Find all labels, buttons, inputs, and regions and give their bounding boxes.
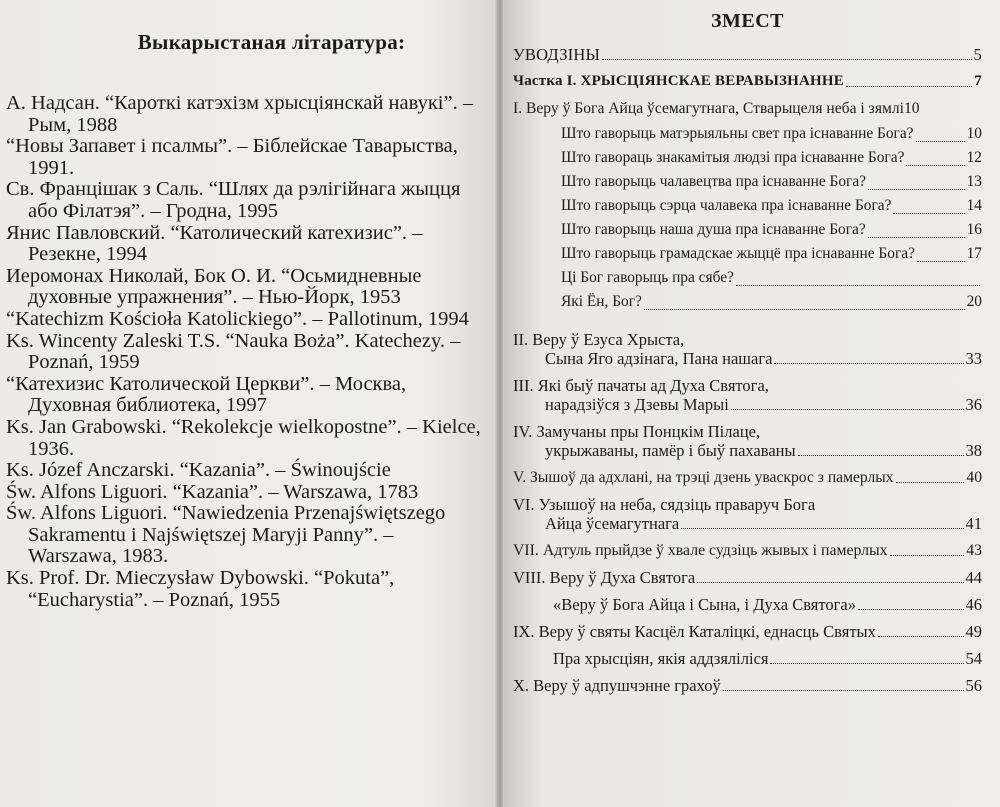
toc-entry-line: III. Які быў пачаты ад Духа Святога, — [513, 376, 769, 395]
toc-entry — [513, 495, 982, 533]
bibliography-item: Ks. Wincenty Zaleski T.S. “Nauka Boża”. Katechezy. – Poznań, 1959 — [6, 329, 461, 374]
toc-entry-text: укрыжаваны, памёр і быў пахаваны — [545, 441, 796, 460]
toc-entry-text: X. Веру ў адпушчэнне грахоў — [513, 676, 721, 695]
toc-entry-line: IV. Замучаны пры Понцкім Пілаце, — [513, 422, 761, 441]
toc-entry-page: 12 — [966, 149, 982, 166]
toc-entry — [513, 72, 982, 91]
toc-entry — [513, 676, 982, 695]
toc-entry — [561, 242, 982, 266]
toc-entry-page: 16 — [966, 221, 982, 238]
toc-entry-text: Частка І. ХРЫСЦІЯНСКАЕ ВЕРАВЫЗНАННЕ — [513, 73, 844, 89]
toc-leader — [798, 454, 964, 456]
bibliography-item: Ks. Józef Anczarski. “Kazania”. – Świnoujście — [6, 459, 391, 482]
bibliography-item: Św. Alfons Liguori. “Kazania”. – Warszawa, 1783 — [6, 480, 419, 503]
toc-leader — [644, 308, 965, 310]
toc-entry — [513, 649, 982, 668]
toc-leader — [868, 236, 965, 238]
toc-entry-page: 38 — [965, 441, 982, 460]
toc-entry-text: Ці Бог гаворыць пра сябе? — [561, 269, 734, 286]
toc-entry-text: нарадзіўся з Дзевы Марыі — [545, 395, 729, 414]
toc-leader — [602, 58, 971, 60]
bibliography-item: Św. Alfons Liguori. “Nawiedzenia Przenajświętszego Sakramentu i Najświętszej Maryji Panny”. – Warszawa, 1983. — [6, 502, 446, 568]
toc-leader — [681, 527, 963, 529]
toc-leader — [893, 212, 964, 214]
toc-entry-page: 5 — [973, 45, 982, 64]
toc-entry-page: 44 — [965, 568, 982, 587]
toc-title: ЗМЕСТ — [710, 10, 785, 32]
toc-entry-page: 46 — [965, 595, 982, 614]
toc-entry-text: Сына Яго адзінага, Пана нашага — [545, 349, 773, 368]
toc-entry — [561, 122, 982, 146]
toc-entry-page: 14 — [966, 197, 982, 214]
toc-entry-text: Што гаворыць наша душа пра існаванне Бога? — [561, 221, 866, 238]
toc-leader — [736, 284, 980, 286]
left-page — [0, 0, 497, 807]
bibliography-item: Иеромонах Николай, Бок О. И. “Осьмидневные духовные упражнения”. – Нью-Йорк, 1953 — [6, 264, 422, 309]
toc-entry-page: 17 — [966, 245, 982, 262]
bibliography-item: “Катехизис Католической Церкви”. – Москва, Духовная библиотека, 1997 — [6, 372, 407, 417]
toc-entry-text: І. Веру ў Бога Айца ўсемагутнага, Стварыцеля неба і зямлі — [513, 100, 904, 117]
toc-entry-page: 36 — [965, 395, 982, 414]
toc-entry — [513, 45, 982, 64]
toc-leader — [917, 260, 965, 262]
toc-entry-page: 10 — [903, 100, 920, 117]
toc-entry-text: VII. Адтуль прыйдзе ў хвале судзіць жывых і памерлых — [513, 542, 888, 559]
toc-entry-text: Што гаворыць сэрца чалавека пра існаванне Бога? — [561, 197, 892, 214]
bibliography-item: Св. Францішак з Саль. “Шлях да рэлігійнага жыцця або Філатэя”. – Гродна, 1995 — [6, 178, 461, 222]
toc-entry — [513, 330, 982, 368]
toc-leader — [916, 140, 965, 142]
bibliography-item: “Новы Запавет і псалмы”. – Біблейскае Таварыства, 1991. — [6, 135, 458, 179]
toc-entry — [561, 266, 982, 290]
toc-entry-page: 33 — [965, 349, 982, 368]
bibliography-item: Янис Павловский. “Католический катехизис”. – Резекне, 1994 — [6, 221, 423, 266]
toc-entry — [561, 218, 982, 242]
toc-entry — [513, 595, 982, 614]
toc-entry-page: 13 — [966, 173, 982, 190]
toc-entry — [561, 194, 982, 218]
toc-leader — [878, 635, 964, 637]
toc-entry — [513, 422, 982, 460]
toc-entry-page: 43 — [966, 542, 982, 559]
toc-entry-page: 7 — [974, 73, 982, 89]
toc-entry-text: IX. Веру ў святы Касцёл Каталіцкі, еднасць Святых — [513, 622, 876, 641]
bibliography-item: Ks. Prof. Dr. Mieczysław Dybowski. “Pokuta”, “Eucharystia”. – Poznań, 1955 — [6, 567, 395, 611]
toc-entry-text: Які Ён, Бог? — [561, 293, 642, 310]
toc-entry-page: 49 — [965, 622, 982, 641]
toc-entry-text: Што гаворыць грамадскае жыццё пра існаванне Бога? — [561, 245, 915, 262]
toc-entry-page: 20 — [966, 293, 982, 310]
toc-entry-line: II. Веру ў Езуса Хрыста, — [513, 330, 685, 349]
bibliography-item: А. Надсан. “Кароткі катэхізм хрысціянскай навукі”. – Рым, 1988 — [6, 92, 474, 136]
toc-entry-page: 10 — [966, 125, 982, 142]
right-page — [503, 0, 1000, 807]
toc-leader — [846, 85, 972, 87]
toc-entry-text: УВОДЗІНЫ — [513, 45, 601, 64]
toc-entry-page: 41 — [965, 514, 982, 533]
bibliography-title: Выкарыстаная літаратура: — [137, 30, 406, 54]
toc-entry-text: Што гавораць знакамітыя людзі пра існаванне Бога? — [561, 149, 905, 166]
bibliography-list — [0, 93, 483, 611]
toc-leader — [697, 581, 963, 583]
toc-entry-text: Пра хрысціян, якія аддзяліліся — [553, 649, 769, 668]
toc-entry — [561, 146, 982, 170]
toc-entry — [513, 622, 982, 641]
toc-entry — [513, 468, 982, 487]
toc-leader — [868, 188, 965, 190]
toc-leader — [858, 608, 964, 610]
toc-entry-text: Айца ўсемагутнага — [545, 514, 680, 533]
toc-leader — [906, 164, 964, 166]
toc-entry-page: 54 — [965, 649, 982, 668]
toc-entry-page: 40 — [966, 469, 982, 486]
toc-entry — [513, 568, 982, 587]
toc-entry-text: Што гаворыць чалавецтва пра існаванне Бога? — [561, 173, 867, 190]
bibliography-item: “Katechizm Kościoła Katolickiego”. – Pallotinum, 1994 — [6, 307, 469, 330]
toc-leader — [770, 662, 963, 664]
toc-leader — [896, 481, 965, 483]
toc-entry — [513, 99, 982, 118]
toc-entry — [561, 290, 982, 314]
toc-entry — [513, 541, 982, 560]
toc-leader — [890, 554, 965, 556]
toc-leader — [774, 362, 963, 364]
toc-leader — [731, 408, 964, 410]
toc-entry-text: Што гаворыць матэрыяльны свет пра існаванне Бога? — [561, 125, 914, 142]
toc-entry — [513, 376, 982, 414]
toc-entry — [561, 170, 982, 194]
toc-entry-page: 56 — [965, 676, 982, 695]
toc-entry-text: «Веру ў Бога Айца і Сына, і Духа Святога» — [553, 595, 856, 614]
toc-entry-text: V. Зышоў да адхланi, на трэці дзень уваскрос з памерлых — [513, 469, 894, 486]
toc-entry-text: VIII. Веру ў Духа Святога — [513, 568, 696, 587]
toc-entry-line: VI. Узышоў на неба, сядзіць праваруч Бога — [513, 495, 816, 514]
toc-leader — [723, 689, 964, 691]
bibliography-item: Ks. Jan Grabowski. “Rekolekcje wielkopostne”. – Kielce, 1936. — [6, 415, 481, 460]
